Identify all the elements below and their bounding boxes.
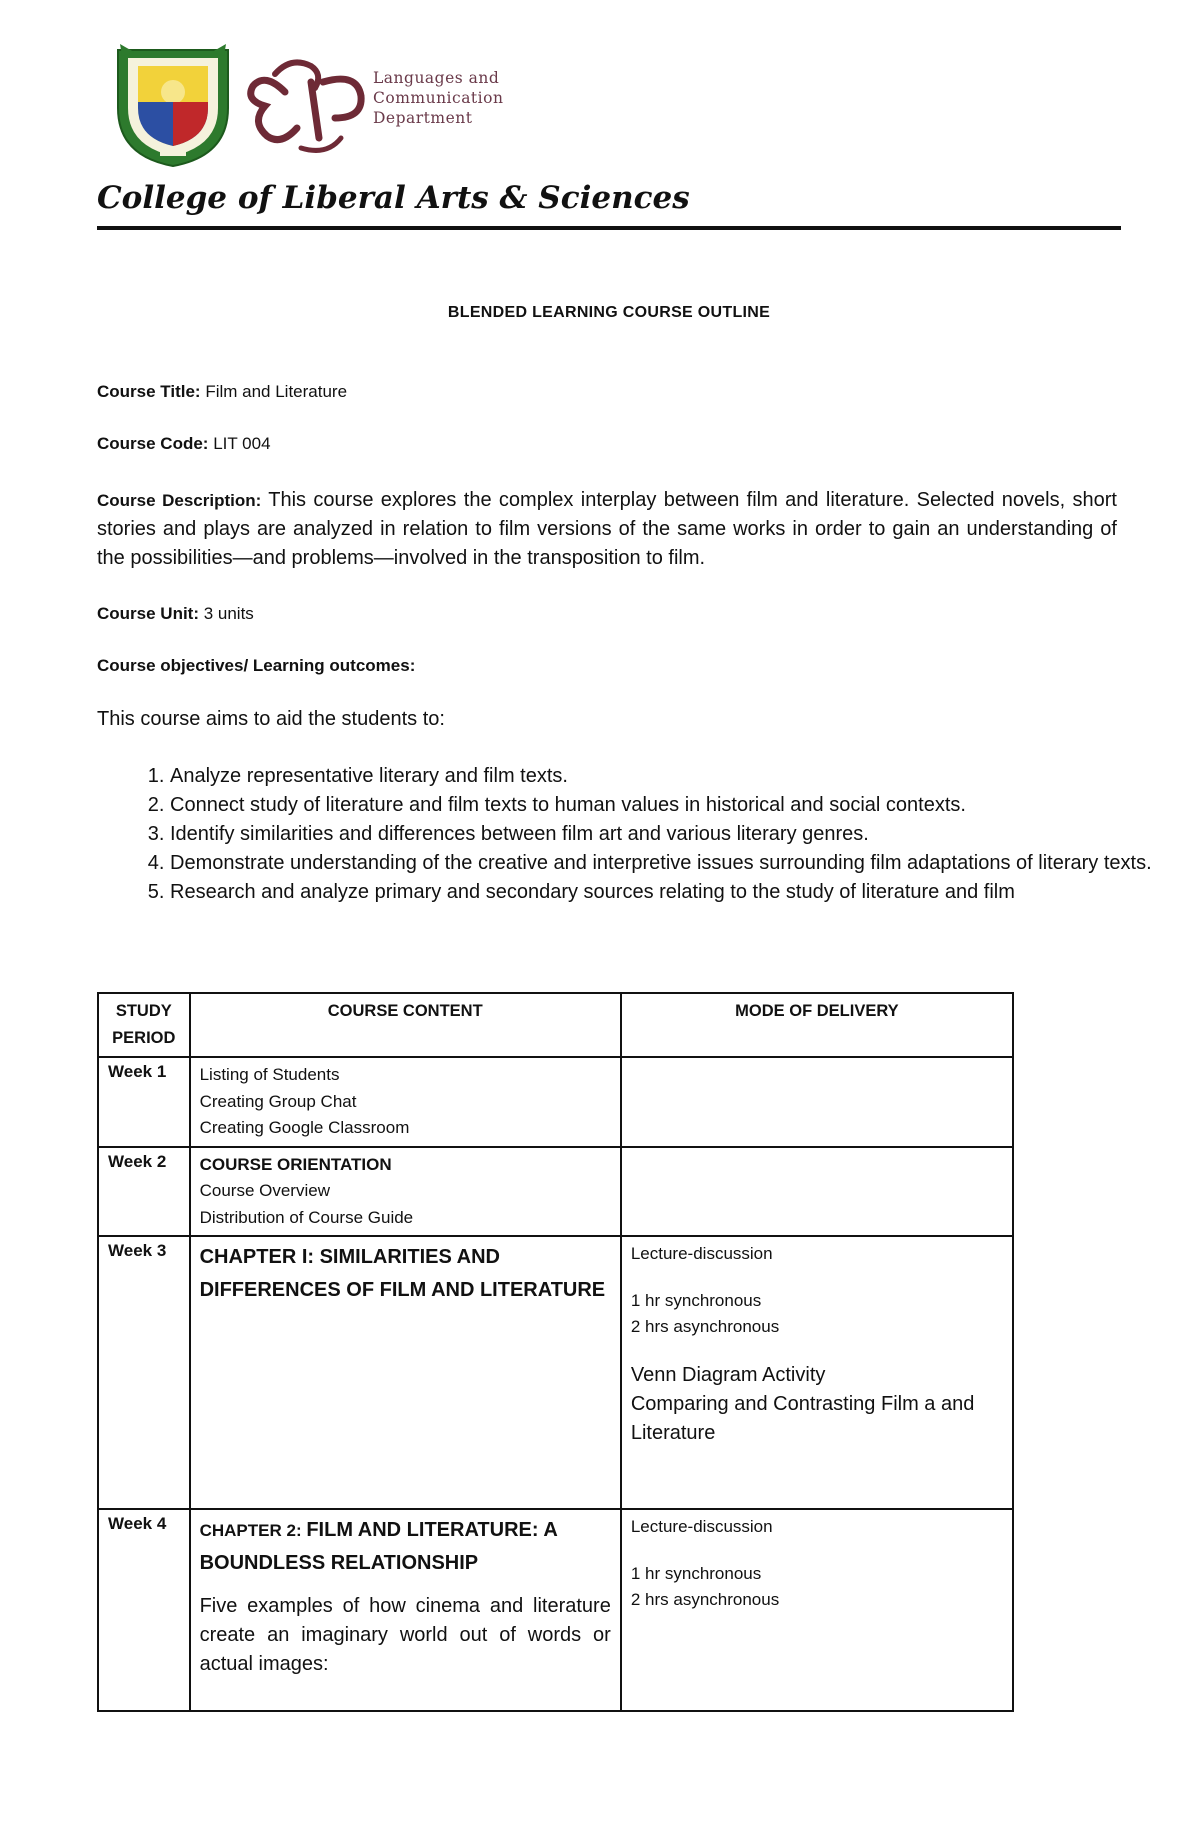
objective-item: 5. Research and analyze primary and secondary sources relating to the study of literature and film	[170, 878, 1155, 907]
course-description-field	[97, 486, 1117, 573]
header-divider	[97, 226, 1121, 230]
week-4-period: Week 4	[98, 1509, 190, 1711]
objective-item: 1. Analyze representative literary and film texts.	[170, 762, 1155, 791]
objective-item: 4. Demonstrate understanding of the creative and interpretive issues surrounding film adaptations of literary texts.	[170, 849, 1155, 878]
chapter-title	[200, 1514, 611, 1580]
week-3-period: Week 3	[98, 1236, 190, 1509]
spacer	[631, 1268, 1003, 1288]
week-1-delivery	[621, 1057, 1013, 1147]
content-heading: COURSE ORIENTATION	[199, 1154, 392, 1174]
department-name	[373, 68, 503, 128]
week-4-delivery	[621, 1509, 1013, 1711]
week-3-delivery	[621, 1236, 1013, 1509]
activity-title: Venn Diagram Activity	[630, 1363, 826, 1386]
course-title-value: Film and Literature	[200, 382, 348, 401]
delivery-line: 1 hr synchronous	[630, 1563, 762, 1583]
objective-item: 2. Connect study of literature and film texts to human values in historical and social contexts.	[170, 791, 1155, 820]
course-description-label: Course Description:	[97, 491, 262, 510]
course-title-field	[97, 382, 1117, 402]
course-unit-value: 3 units	[199, 604, 254, 623]
spacer	[631, 1341, 1003, 1361]
course-code-label: Course Code:	[97, 434, 209, 453]
college-name: College of Liberal Arts & Sciences	[97, 180, 690, 216]
document-title: BLENDED LEARNING COURSE OUTLINE	[447, 304, 771, 321]
delivery-line: Lecture-discussion	[630, 1244, 773, 1263]
content-line: Creating Group Chat	[199, 1091, 357, 1111]
week-1-content	[190, 1057, 621, 1147]
objectives-heading	[97, 656, 1117, 676]
course-code-value: LIT 004	[208, 434, 271, 453]
activity-description: Comparing and Contrasting Film a and Literature	[630, 1392, 975, 1444]
table-row	[98, 1147, 1013, 1237]
chapter-title: CHAPTER I: SIMILARITIES AND DIFFERENCES OF FILM AND LITERATURE	[199, 1246, 606, 1301]
content-line: Course Overview	[199, 1181, 330, 1200]
objective-item: 3. Identify similarities and differences between film art and various literary genres.	[170, 820, 1155, 849]
delivery-line: 2 hrs asynchronous	[630, 1317, 780, 1336]
course-code-field	[97, 434, 1117, 454]
table-header-row	[98, 993, 1013, 1057]
week-3-content	[190, 1236, 621, 1509]
course-unit-label: Course Unit:	[97, 604, 199, 623]
table-row	[98, 1236, 1013, 1509]
department-line-1: Languages and	[373, 69, 500, 87]
delivery-line: Lecture-discussion	[630, 1517, 773, 1536]
course-outline-table	[97, 992, 1014, 1712]
delivery-line: 1 hr synchronous	[630, 1290, 762, 1310]
course-description-value: This course explores the complex interplay between film and literature. Selected novels, short stories and plays are analyzed in relation to film versions of the same works in order to gain an understanding of the possibilities—and problems—involved in the transposition to film.	[97, 489, 1117, 569]
delivery-line: 2 hrs asynchronous	[630, 1590, 780, 1609]
header-mode-of-delivery: MODE OF DELIVERY	[621, 993, 1013, 1057]
spacer	[200, 1580, 611, 1592]
header-course-content: COURSE CONTENT	[190, 993, 621, 1057]
week-2-delivery	[621, 1147, 1013, 1237]
week-1-period: Week 1	[98, 1057, 190, 1147]
week-2-content	[190, 1147, 621, 1237]
table-row	[98, 1057, 1013, 1147]
objectives-list	[125, 762, 1155, 907]
chapter-name: FILM AND LITERATURE: A BOUNDLESS RELATIONSHIP	[199, 1519, 558, 1574]
content-line: Listing of Students	[199, 1065, 340, 1084]
letterhead	[97, 40, 1121, 240]
department-line-2: Communication	[373, 89, 504, 107]
course-unit-field	[97, 604, 1117, 624]
university-seal-logo	[114, 44, 232, 170]
week-2-period: Week 2	[98, 1147, 190, 1237]
chapter-note: Five examples of how cinema and literature create an imaginary world out of words or actual images:	[199, 1595, 611, 1675]
week-4-content	[190, 1509, 621, 1711]
header-study-period: STUDY PERIOD	[98, 993, 190, 1057]
table-row	[98, 1509, 1013, 1711]
department-logo	[245, 52, 375, 156]
objectives-label: Course objectives/ Learning outcomes:	[97, 656, 416, 675]
content-line: Creating Google Classroom	[199, 1118, 410, 1137]
chapter-prefix: CHAPTER 2:	[199, 1521, 307, 1540]
aims-intro: This course aims to aid the students to:	[97, 708, 445, 730]
content-line: Distribution of Course Guide	[199, 1207, 414, 1227]
course-title-label: Course Title:	[97, 382, 201, 401]
department-line-3: Department	[373, 109, 473, 127]
spacer	[631, 1541, 1003, 1561]
